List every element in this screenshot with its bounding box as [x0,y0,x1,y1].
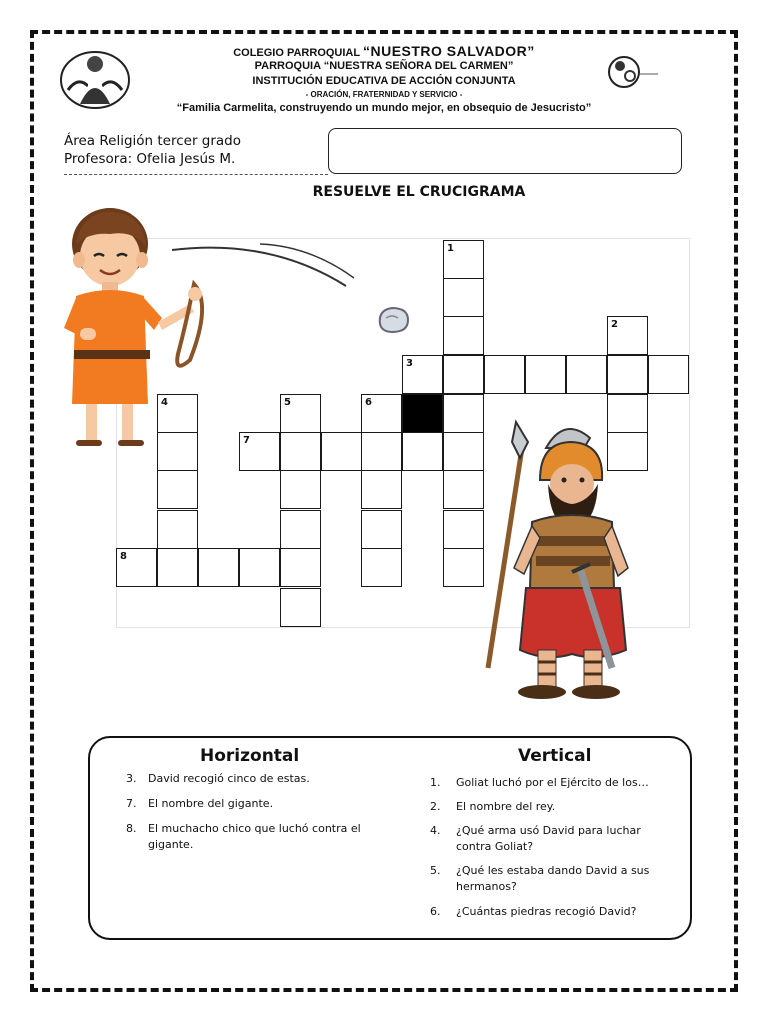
clue-number-label: 8. [126,822,137,835]
crossword-cell[interactable] [443,548,484,587]
teacher-name: Profesora: Ofelia Jesús M. [64,151,236,167]
crossword-cell[interactable] [280,470,321,509]
crossword-cell[interactable] [361,548,402,587]
clue-number: 7 [243,435,250,446]
crossword-cell[interactable] [157,510,198,549]
parish-name: PARROQUIA “NUESTRA SEÑORA DEL CARMEN” [254,60,514,72]
sling-motion-lines-icon [170,242,360,294]
crossword-cell[interactable] [566,355,607,394]
crossword-cell[interactable] [239,548,280,587]
clue-number: 2 [611,319,618,330]
crossword-cell[interactable] [321,432,362,471]
school-name [0,43,768,59]
clue-number-label: 4. [430,824,441,837]
clue-text: ¿Qué les estaba dando David a sus hermanos? [456,864,650,893]
clue-number: 8 [120,551,127,562]
crossword-cell[interactable] [443,355,484,394]
school-values: - ORACIÓN, FRATERNIDAD Y SERVICIO - [305,90,463,99]
clue-number: 5 [284,397,291,408]
crossword-cell[interactable] [443,394,484,433]
clue-number-label: 6. [430,905,441,918]
david-illustration-icon [62,204,222,450]
clue-text: David recogió cinco de estas. [148,772,310,785]
goliath-illustration-icon [480,418,640,710]
clue-text: ¿Cuántas piedras recogió David? [456,905,637,918]
crossword-cell[interactable] [157,548,198,587]
school-motto: “Familia Carmelita, construyendo un mundo mejor, en obsequio de Jesucristo” [176,102,592,114]
crossword-cell[interactable] [280,510,321,549]
crossword-cell[interactable] [443,432,484,471]
clue-number: 6 [365,397,372,408]
subject-area: Área Religión tercer grado [64,133,242,149]
crossword-cell[interactable] [361,394,402,433]
clue-text: ¿Qué arma usó David para luchar contra Goliat? [456,824,641,853]
student-name-box[interactable] [328,128,682,174]
school-name-main: “NUESTRO SALVADOR” [362,43,535,59]
crossword-cell[interactable] [607,316,648,355]
clue-number-label: 5. [430,864,441,877]
clue-number: 1 [447,243,454,254]
vertical-heading: Vertical [518,746,592,766]
clue-text: El nombre del rey. [456,800,556,813]
clues-panel [88,736,692,940]
institution-name: INSTITUCIÓN EDUCATIVA DE ACCIÓN CONJUNTA [252,75,516,87]
crossword-cell[interactable] [648,355,689,394]
crossword-cell[interactable] [402,355,443,394]
clue-number-label: 2. [430,800,441,813]
clue-text: El muchacho chico que luchó contra el gigante. [148,822,361,851]
horizontal-heading: Horizontal [200,746,300,766]
crossword-cell[interactable] [239,432,280,471]
crossword-cell[interactable] [525,355,566,394]
crossword-cell[interactable] [280,394,321,433]
crossword-cell[interactable] [361,510,402,549]
crossword-cell[interactable] [280,548,321,587]
crossword-cell[interactable] [198,548,239,587]
crossword-cell[interactable] [280,432,321,471]
clue-text: El nombre del gigante. [148,797,274,810]
crossword-cell[interactable] [157,470,198,509]
clue-number: 3 [406,358,413,369]
crossword-cell[interactable] [484,355,525,394]
crossword-cell[interactable] [443,510,484,549]
crossword-black-cell [402,394,443,433]
clue-number-label: 3. [126,772,137,785]
school-name-prefix: COLEGIO PARROQUIAL [233,47,360,59]
crossword-cell[interactable] [607,355,648,394]
clue-text: Goliat luchó por el Ejército de los… [456,776,649,789]
crossword-cell[interactable] [116,548,157,587]
crossword-cell[interactable] [402,432,443,471]
crossword-cell[interactable] [443,240,484,279]
crossword-cell[interactable] [443,278,484,317]
stone-icon [374,304,412,334]
crossword-cell[interactable] [361,470,402,509]
clue-number-label: 1. [430,776,441,789]
worksheet-title: RESUELVE EL CRUCIGRAMA [312,184,526,200]
clue-number: 4 [161,397,168,408]
crossword-cell[interactable] [280,588,321,627]
dashed-separator [64,174,328,175]
crossword-cell[interactable] [443,470,484,509]
crossword-cell[interactable] [361,432,402,471]
crossword-cell[interactable] [443,316,484,355]
clue-number-label: 7. [126,797,137,810]
